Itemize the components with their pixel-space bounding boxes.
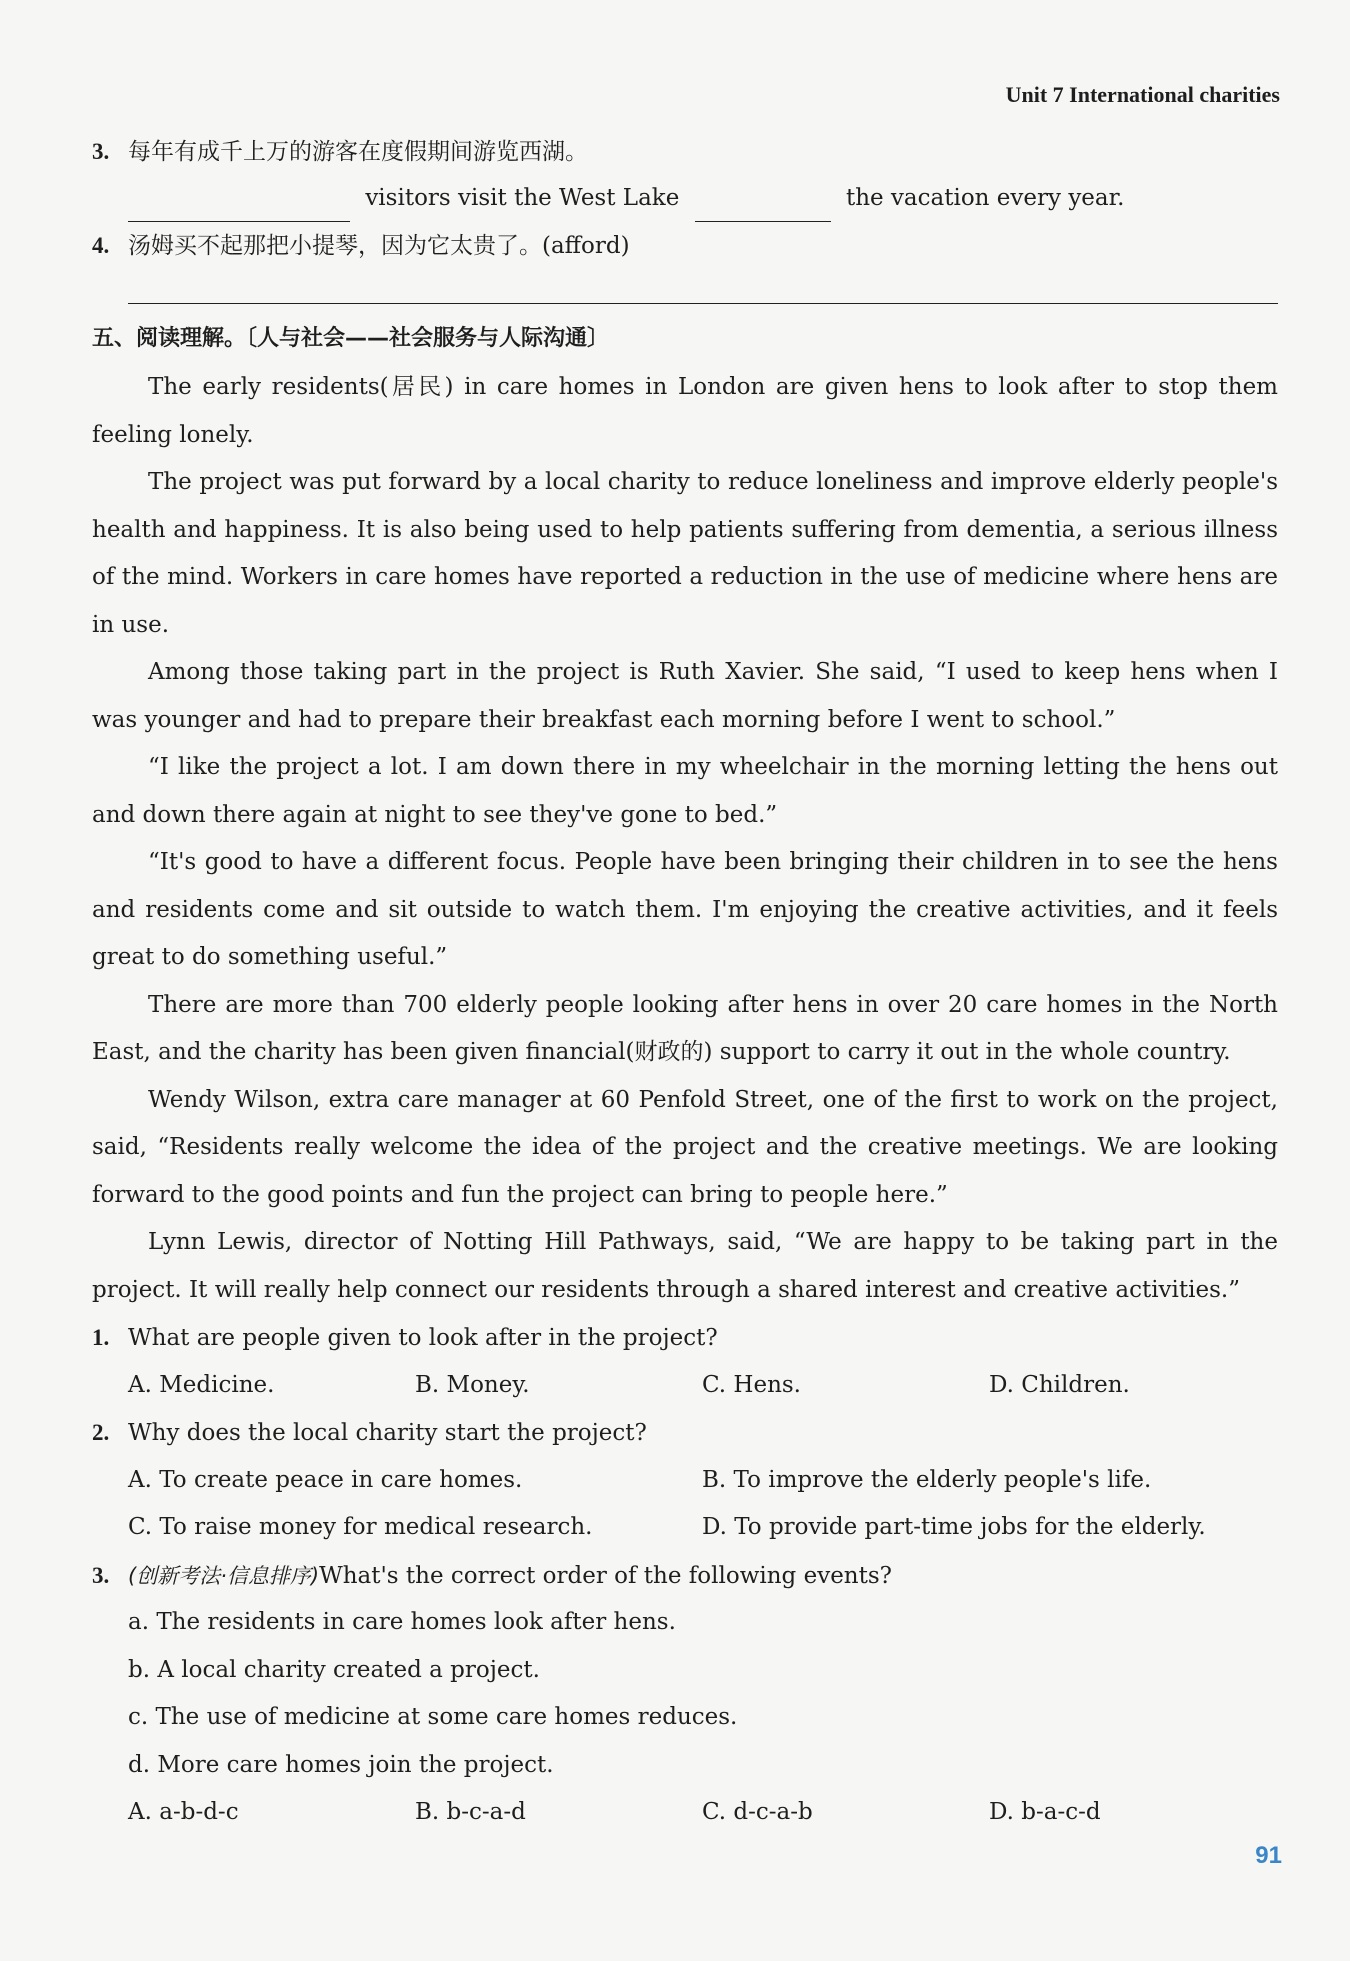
option-b[interactable]: B. To improve the elderly people's life.	[702, 1466, 1152, 1493]
answer-blank[interactable]	[128, 191, 350, 222]
passage-paragraph: “It's good to have a different focus. People have been bringing their children in to see the hens and residents come and sit outside to watch them. I'm enjoying the creative activities, and it feels great to do something useful.”	[92, 849, 1278, 970]
reading-passage	[92, 364, 1278, 1314]
event-item: b. A local charity created a project.	[128, 1656, 540, 1683]
translation-q4	[92, 222, 1278, 269]
question-number: 2.	[92, 1420, 110, 1445]
passage-paragraph: There are more than 700 elderly people looking after hens in over 20 care homes in the North East, and the charity has been given financial(财政的) support to carry it out in the whole country.	[92, 991, 1278, 1065]
question-3	[92, 1552, 1278, 1600]
option-a[interactable]: A. Medicine.	[128, 1371, 275, 1398]
option-a[interactable]: A. To create peace in care homes.	[128, 1466, 523, 1493]
option-d[interactable]: D. To provide part-time jobs for the elderly.	[702, 1514, 1206, 1540]
event-item: c. The use of medicine at some care homes reduces.	[128, 1704, 738, 1730]
option-c[interactable]: C. Hens.	[702, 1371, 801, 1398]
chinese-sentence: 汤姆买不起那把小提琴，因为它太贵了。(afford)	[128, 233, 630, 259]
question-text: Why does the local charity start the project?	[128, 1420, 647, 1446]
passage-paragraph: Wendy Wilson, extra care manager at 60 Penfold Street, one of the first to work on the project, said, “Residents really welcome the idea of the project and the creative meetings. We are looking forward to the good points and fun the project can bring to people here.”	[92, 1086, 1278, 1208]
question-tag: (创新考法·信息排序)	[128, 1563, 320, 1588]
sentence-part: the vacation every year.	[845, 185, 1125, 211]
option-c[interactable]: C. d-c-a-b	[702, 1799, 813, 1825]
translation-q3	[92, 128, 1278, 175]
question-2-options-row1	[92, 1457, 1278, 1505]
page-content	[92, 128, 1278, 1837]
option-b[interactable]: B. b-c-a-d	[415, 1799, 526, 1825]
event-item: a. The residents in care homes look after hens.	[128, 1609, 676, 1635]
answer-blank[interactable]	[695, 191, 831, 222]
question-text: What are people given to look after in the project?	[128, 1325, 718, 1351]
question-2	[92, 1409, 1278, 1457]
translation-q3-blanks	[92, 175, 1278, 222]
question-number: 3.	[92, 1562, 110, 1588]
section-title: 五、阅读理解。〔人与社会——社会服务与人际沟通〕	[92, 326, 610, 351]
page-number: 91	[1255, 1842, 1282, 1869]
option-d[interactable]: D. Children.	[989, 1371, 1130, 1398]
question-number: 1.	[92, 1325, 110, 1350]
option-c[interactable]: C. To raise money for medical research.	[128, 1514, 593, 1540]
question-2-options-row2	[92, 1504, 1278, 1552]
passage-paragraph: The early residents(居民) in care homes in London are given hens to look after to stop them feeling lonely.	[92, 374, 1278, 448]
passage-paragraph: Among those taking part in the project is Ruth Xavier. She said, “I used to keep hens when I was younger and had to prepare their breakfast each morning before I went to school.”	[92, 659, 1278, 733]
option-a[interactable]: A. a-b-d-c	[128, 1799, 239, 1825]
option-d[interactable]: D. b-a-c-d	[989, 1799, 1101, 1825]
question-1-options	[92, 1362, 1278, 1410]
option-b[interactable]: B. Money.	[415, 1371, 530, 1398]
question-1	[92, 1314, 1278, 1362]
passage-paragraph: The project was put forward by a local charity to reduce loneliness and improve elderly people's health and happiness. It is also being used to help patients suffering from dementia, a serious illness of the mind. Workers in care homes have reported a reduction in the use of medicine where hens are in use.	[92, 469, 1278, 638]
question-text: What's the correct order of the following events?	[319, 1562, 892, 1589]
answer-line[interactable]	[128, 269, 1278, 304]
question-number: 4.	[92, 233, 110, 258]
question-number: 3.	[92, 139, 110, 164]
passage-paragraph: Lynn Lewis, director of Notting Hill Pathways, said, “We are happy to be taking part in the project. It will really help connect our residents through a shared interest and creative activities.”	[92, 1229, 1278, 1303]
chinese-sentence: 每年有成千上万的游客在度假期间游览西湖。	[128, 139, 588, 165]
running-header: Unit 7 International charities	[1005, 82, 1280, 107]
passage-paragraph: “I like the project a lot. I am down there in my wheelchair in the morning letting the hens out and down there again at night to see they've gone to bed.”	[92, 754, 1278, 828]
sentence-part: visitors visit the West Lake	[365, 185, 680, 211]
event-item: d. More care homes join the project.	[128, 1751, 554, 1778]
question-3-options	[92, 1789, 1278, 1837]
